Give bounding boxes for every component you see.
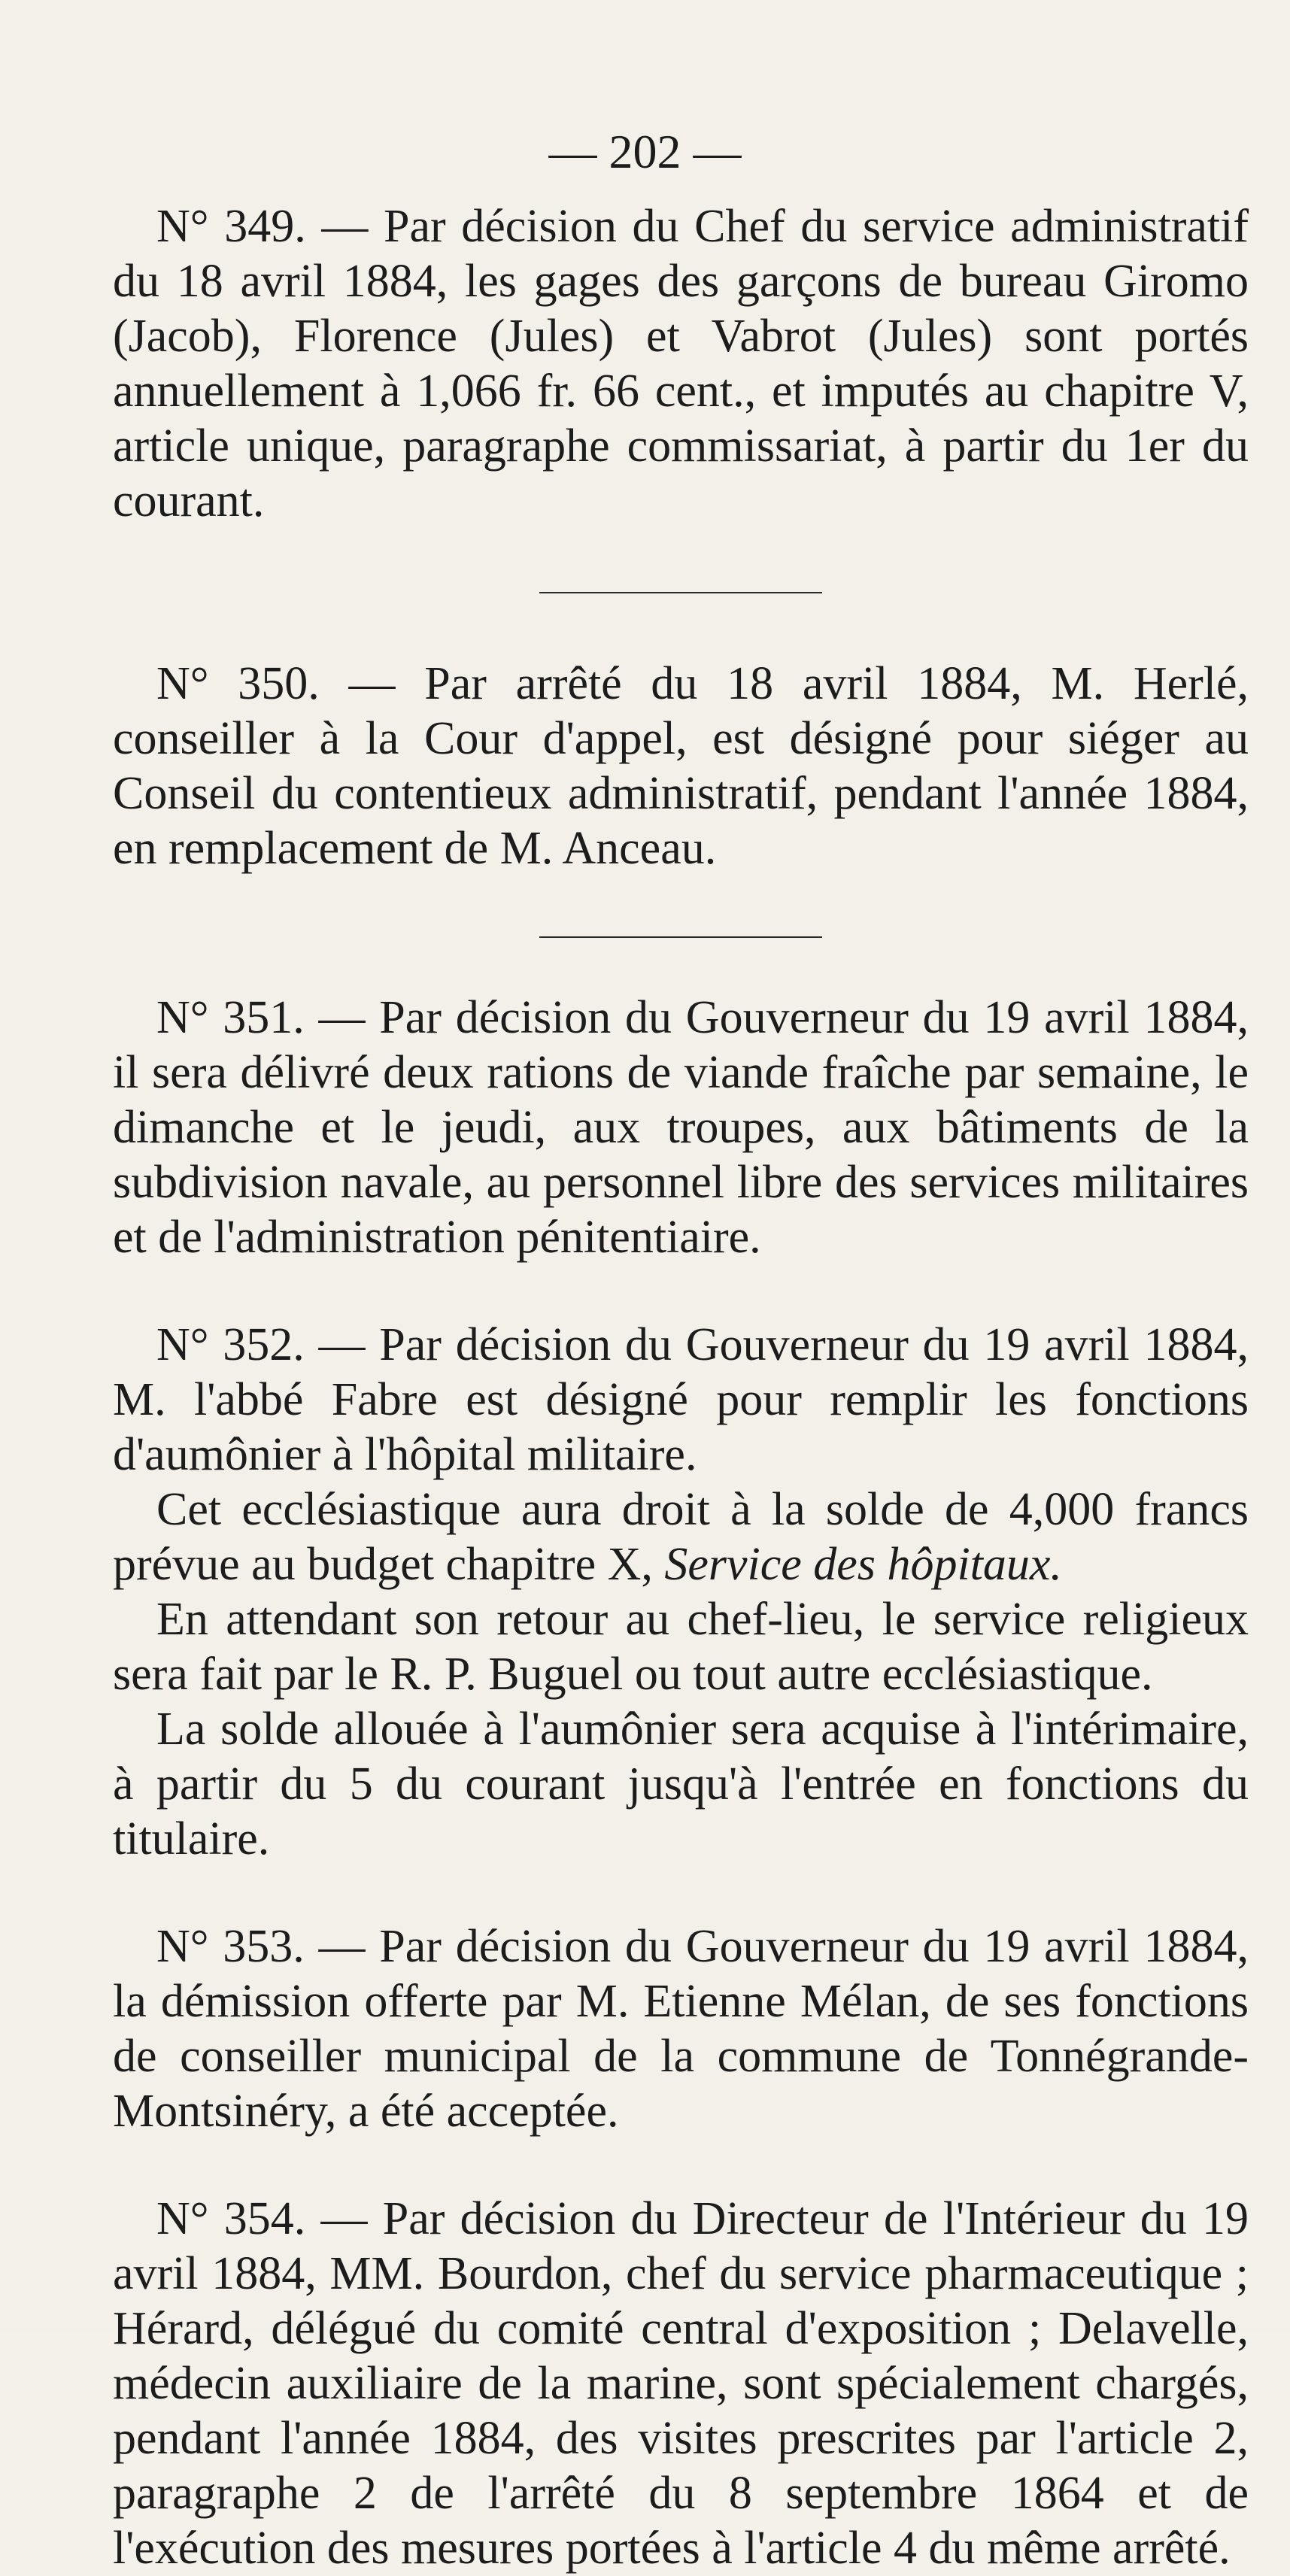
- entry-353: [113, 1919, 1249, 2139]
- entry-349: [113, 199, 1249, 529]
- italic-reference: Service des hôpitaux.: [664, 1539, 1062, 1590]
- separator-rule: [539, 592, 822, 593]
- entry-paragraph: N° 351. — Par décision du Gouverneur du 19 avril 1884, il sera délivré deux rations de viande fraîche par semaine, le dimanche et le jeudi, aux troupes, aux bâtiments de la subdivision navale, au personnel libre des services militaires et de l'administration pénitentiaire.: [113, 992, 1249, 1263]
- separator-rule: [539, 936, 822, 938]
- entry-350: [113, 657, 1249, 876]
- entry-paragraph: N° 349. — Par décision du Chef du service administratif du 18 avril 1884, les gages des garçons de bureau Giromo (Jacob), Florence (Jules) et Vabrot (Jules) sont portés annuellement à 1,066 fr. 66 cent., et imputés au chapitre V, article unique, paragraphe commissariat, à partir du 1er du courant.: [113, 201, 1249, 526]
- paragraph-text: Cet ecclésiastique aura droit à la solde de 4,000 francs prévue au budget chapitre X,: [113, 1484, 1249, 1590]
- entry-gap: [113, 1867, 1249, 1919]
- entry-paragraph: N° 353. — Par décision du Gouverneur du 19 avril 1884, la démission offerte par M. Etienne Mélan, de ses fonctions de conseiller municipal de la commune de Tonnégrande-Montsinéry, a été acceptée.: [113, 1921, 1249, 2137]
- page-number: — 202 —: [548, 125, 742, 178]
- entry-paragraph: [113, 1482, 1249, 1592]
- entry-gap: [113, 2139, 1249, 2192]
- entry-354: [113, 2192, 1249, 2576]
- entry-paragraph: La solde allouée à l'aumônier sera acquise à l'intérimaire, à partir du 5 du courant jusqu'à l'entrée en fonctions du titulaire.: [113, 1704, 1249, 1864]
- entry-paragraph: N° 350. — Par arrêté du 18 avril 1884, M. Herlé, conseiller à la Cour d'appel, est désigné pour siéger au Conseil du contentieux administratif, pendant l'année 1884, en remplacement de M. Anceau.: [113, 658, 1249, 874]
- entry-352: [113, 1318, 1249, 1867]
- entry-paragraph: N° 354. — Par décision du Directeur de l'Intérieur du 19 avril 1884, MM. Bourdon, chef du service pharmaceutique ; Hérard, délégué du comité central d'exposition ; Delavelle, médecin auxiliaire de la marine, sont spécialement chargés, pendant l'année 1884, des visites prescrites par l'article 2, paragraphe 2 de l'arrêté du 8 septembre 1864 et de l'exécution des mesures portées à l'article 4 du même arrêté.: [113, 2193, 1249, 2574]
- entry-351: [113, 991, 1249, 1265]
- document-body: [113, 199, 1249, 2576]
- entry-paragraph: En attendant son retour au chef-lieu, le service religieux sera fait par le R. P. Buguel ou tout autre ecclésiastique.: [113, 1594, 1249, 1700]
- entry-paragraph: N° 352. — Par décision du Gouverneur du 19 avril 1884, M. l'abbé Fabre est désigné pour remplir les fonctions d'aumônier à l'hôpital militaire.: [113, 1319, 1249, 1480]
- entry-gap: [113, 1265, 1249, 1318]
